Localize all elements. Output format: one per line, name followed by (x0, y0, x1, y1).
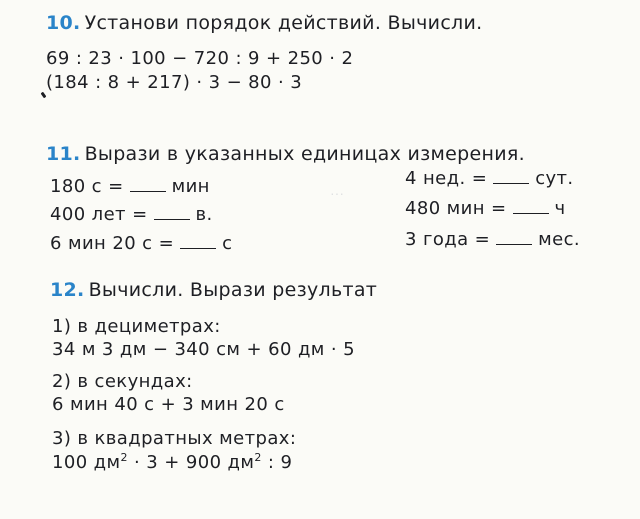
task-10-title: Установи порядок действий. Вычисли. (84, 12, 483, 34)
conversion-left-text: 400 лет = (50, 204, 148, 225)
subtask-expression (52, 451, 292, 473)
task-11-title: Вырази в указанных единицах измерения. (84, 143, 525, 165)
conversion-row (405, 168, 574, 189)
exponent: 2 (254, 451, 262, 464)
answer-blank[interactable] (496, 230, 532, 245)
answer-blank[interactable] (130, 177, 166, 192)
conversion-unit: мес. (538, 229, 580, 250)
answer-blank[interactable] (513, 199, 549, 214)
expr-part: 100 дм (52, 452, 121, 473)
conversion-left-text: 4 нед. = (405, 168, 488, 189)
subtask-label: 2) в секундах: (52, 371, 193, 392)
conversion-row (50, 233, 232, 254)
answer-blank[interactable] (154, 205, 190, 220)
conversion-left-text: 480 мин = (405, 198, 507, 219)
expr-part: : 9 (261, 452, 293, 473)
task-10-heading (46, 12, 483, 34)
task-10-line-1: 69 : 23 · 100 − 720 : 9 + 250 · 2 (46, 48, 354, 69)
conversion-unit: в. (195, 204, 213, 225)
conversion-row (405, 198, 566, 219)
conversion-unit: мин (171, 176, 210, 197)
task-10-line-2: (184 : 8 + 217) · 3 − 80 · 3 (46, 72, 303, 93)
task-10-number: 10. (46, 12, 81, 34)
conversion-unit: сут. (535, 168, 574, 189)
conversion-row (50, 204, 213, 225)
exponent: 2 (120, 451, 128, 464)
subtask-label: 3) в квадратных метрах: (52, 428, 297, 449)
subtask-expression: 34 м 3 дм − 340 см + 60 дм · 5 (52, 339, 355, 360)
subtask-expression: 6 мин 40 с + 3 мин 20 с (52, 394, 285, 415)
bleed-through-text: ··· (330, 185, 344, 201)
answer-blank[interactable] (180, 234, 216, 249)
conversion-unit: с (222, 233, 233, 254)
task-12-number: 12. (50, 279, 85, 301)
conversion-left-text: 6 мин 20 с = (50, 233, 175, 254)
subtask-label: 1) в дециметрах: (52, 316, 221, 337)
task-12-heading (50, 279, 377, 301)
conversion-left-text: 180 с = (50, 176, 124, 197)
conversion-unit: ч (554, 198, 566, 219)
answer-blank[interactable] (493, 169, 529, 184)
conversion-row (50, 176, 210, 197)
expr-part: · 3 + 900 дм (127, 452, 255, 473)
task-12-title: Вычисли. Вырази результат (88, 279, 378, 301)
task-11-number: 11. (46, 143, 81, 165)
conversion-row (405, 229, 580, 250)
task-11-heading (46, 143, 525, 165)
conversion-left-text: 3 года = (405, 229, 491, 250)
